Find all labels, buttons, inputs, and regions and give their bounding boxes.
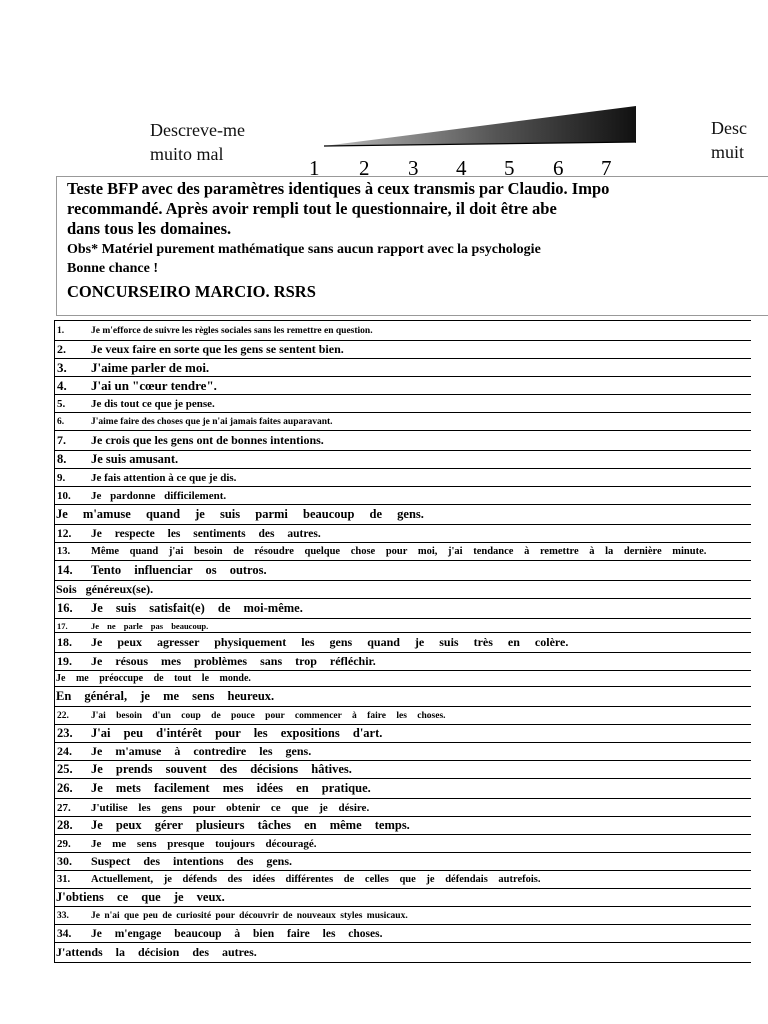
instructions-signature: CONCURSEIRO MARCIO. RSRS bbox=[67, 282, 316, 301]
question-row bbox=[55, 431, 751, 451]
question-number: 6. bbox=[57, 416, 65, 427]
question-number: 3. bbox=[57, 359, 67, 375]
question-number: 22. bbox=[57, 710, 69, 721]
question-text: J'aime parler de moi. bbox=[91, 359, 210, 375]
question-number: 34. bbox=[57, 927, 72, 940]
question-text: Je pardonne difficilement. bbox=[91, 489, 227, 502]
question-text: Je suis satisfait(e) de moi-même. bbox=[91, 601, 303, 615]
question-number: 23. bbox=[57, 726, 73, 740]
question-text: J'ai peu d'intérêt pour les expositions d'art. bbox=[91, 726, 383, 740]
question-row bbox=[55, 633, 751, 653]
question-number: 26. bbox=[57, 781, 73, 795]
question-number: 18. bbox=[57, 635, 72, 649]
question-text: Je ne parle pas beaucoup. bbox=[91, 620, 209, 631]
question-text: Je mets facilement mes idées en pratique. bbox=[91, 781, 371, 795]
scale-number-1: 1 bbox=[309, 156, 320, 180]
question-number: 28. bbox=[57, 818, 73, 832]
question-number: 1. bbox=[57, 325, 65, 336]
question-row bbox=[55, 395, 751, 413]
question-text: Je dis tout ce que je pense. bbox=[91, 397, 215, 410]
question-text: Je veux faire en sorte que les gens se sentent bien. bbox=[91, 342, 344, 356]
scale-number-5: 5 bbox=[504, 156, 515, 180]
question-row bbox=[55, 779, 751, 799]
question-text: Je suis amusant. bbox=[91, 452, 179, 466]
question-text: Actuellement, je défends des idées différentes de celles que je défendais autrefois. bbox=[91, 874, 541, 885]
instructions-note: Obs* Matériel purement mathématique sans aucun rapport avec la psychologie bbox=[67, 242, 541, 257]
scale-right-label-line1: Desc bbox=[711, 118, 747, 138]
question-text: Je résous mes problèmes sans trop réfléchir. bbox=[91, 654, 376, 668]
question-number: 8. bbox=[57, 452, 67, 466]
question-number: 29. bbox=[57, 837, 71, 850]
question-text: Je n'ai que peu de curiosité pour découvrir de nouveaux styles musicaux. bbox=[91, 910, 408, 921]
question-row bbox=[55, 761, 751, 779]
question-row bbox=[55, 543, 751, 561]
question-row bbox=[55, 653, 751, 671]
question-text: J'utilise les gens pour obtenir ce que je désire. bbox=[91, 801, 370, 814]
scale-left-label-line1: Descreve-me bbox=[150, 120, 245, 140]
question-row bbox=[55, 469, 751, 487]
scale-right-label-line2: muit bbox=[711, 142, 745, 162]
question-text: Je m'amuse à contredire les gens. bbox=[91, 744, 312, 758]
question-row bbox=[55, 413, 751, 431]
question-row bbox=[55, 799, 751, 817]
scale-wedge-graphic bbox=[322, 104, 640, 150]
question-number: 30. bbox=[57, 854, 72, 868]
question-row bbox=[55, 871, 751, 889]
question-row bbox=[55, 377, 751, 395]
question-text: J'obtiens ce que je veux. bbox=[56, 890, 225, 904]
question-number: 31. bbox=[57, 874, 71, 885]
question-text: Je peux agresser physiquement les gens quand je suis très en colère. bbox=[91, 635, 569, 649]
question-number: 7. bbox=[57, 433, 66, 447]
question-number: 27. bbox=[57, 801, 71, 814]
instructions-line-1: Teste BFP avec des paramètres identiques à ceux transmis par Claudio. Impo bbox=[67, 179, 610, 198]
scale-left-label-line2: muito mal bbox=[150, 144, 224, 164]
question-row bbox=[55, 505, 751, 525]
question-text: En général, je me sens heureux. bbox=[56, 689, 275, 703]
instructions-line-3: dans tous les domaines. bbox=[67, 219, 232, 238]
question-row bbox=[55, 599, 751, 619]
scale-number-2: 2 bbox=[359, 156, 370, 180]
question-text: J'attends la décision des autres. bbox=[56, 945, 257, 959]
scale-number-7: 7 bbox=[601, 156, 612, 180]
question-row bbox=[55, 707, 751, 725]
question-text: J'ai besoin d'un coup de pouce pour commencer à faire les choses. bbox=[91, 710, 446, 721]
question-text: Je peux gérer plusieurs tâches en même temps. bbox=[91, 818, 410, 832]
question-number: 9. bbox=[57, 471, 66, 484]
question-row bbox=[55, 619, 751, 633]
question-row bbox=[55, 671, 751, 687]
instructions-box bbox=[56, 176, 768, 316]
question-row bbox=[55, 943, 751, 963]
question-row bbox=[55, 835, 751, 853]
question-row bbox=[55, 687, 751, 707]
question-text: Je m'amuse quand je suis parmi beaucoup de gens. bbox=[56, 507, 424, 521]
question-number: 19. bbox=[57, 654, 72, 668]
question-row bbox=[55, 743, 751, 761]
question-text: Tento influenciar os outros. bbox=[91, 563, 267, 577]
question-text: Je m'efforce de suivre les règles sociales sans les remettre en question. bbox=[91, 325, 373, 336]
question-text: Je me préoccupe de tout le monde. bbox=[56, 673, 251, 684]
question-row bbox=[55, 581, 751, 599]
question-text: Je me sens presque toujours découragé. bbox=[91, 837, 317, 850]
question-text: Je m'engage beaucoup à bien faire les choses. bbox=[91, 927, 383, 940]
question-number: 24. bbox=[57, 744, 72, 758]
question-number: 2. bbox=[57, 342, 66, 356]
scale-number-4: 4 bbox=[456, 156, 467, 180]
scale-number-6: 6 bbox=[553, 156, 564, 180]
question-row bbox=[55, 925, 751, 943]
question-number: 33. bbox=[57, 910, 69, 921]
question-text: Sois généreux(se). bbox=[56, 582, 154, 596]
instructions-line-2: recommandé. Après avoir rempli tout le questionnaire, il doit être abe bbox=[67, 199, 557, 218]
question-number: 13. bbox=[57, 546, 71, 557]
question-number: 17. bbox=[57, 620, 68, 631]
question-row bbox=[55, 907, 751, 925]
question-row bbox=[55, 359, 751, 377]
question-row bbox=[55, 525, 751, 543]
question-text: J'ai un "cœur tendre". bbox=[91, 377, 217, 393]
question-row bbox=[55, 725, 751, 743]
question-number: 12. bbox=[57, 527, 72, 540]
question-row bbox=[55, 853, 751, 871]
question-text: J'aime faire des choses que je n'ai jamais faites auparavant. bbox=[91, 416, 333, 427]
question-text: Suspect des intentions des gens. bbox=[91, 854, 293, 868]
question-row bbox=[55, 451, 751, 469]
question-text: Même quand j'ai besoin de résoudre quelque chose pour moi, j'ai tendance à remettre à la dernière minute. bbox=[91, 546, 707, 557]
question-text: Je crois que les gens ont de bonnes intentions. bbox=[91, 433, 324, 447]
question-row bbox=[55, 561, 751, 581]
questions-table bbox=[54, 320, 751, 963]
rating-scale-header bbox=[0, 0, 768, 180]
instructions-good-luck: Bonne chance ! bbox=[67, 261, 158, 276]
question-row bbox=[55, 889, 751, 907]
question-number: 14. bbox=[57, 563, 73, 577]
question-text: Je fais attention à ce que je dis. bbox=[91, 471, 237, 484]
question-text: Je prends souvent des décisions hâtives. bbox=[91, 762, 352, 776]
question-number: 25. bbox=[57, 762, 73, 776]
question-number: 16. bbox=[57, 601, 73, 615]
question-row bbox=[55, 321, 751, 341]
question-text: Je respecte les sentiments des autres. bbox=[91, 527, 321, 540]
question-number: 4. bbox=[57, 377, 67, 393]
question-row bbox=[55, 487, 751, 505]
question-number: 5. bbox=[57, 397, 66, 410]
scale-number-3: 3 bbox=[408, 156, 419, 180]
question-row bbox=[55, 341, 751, 359]
question-number: 10. bbox=[57, 489, 71, 502]
question-row bbox=[55, 817, 751, 835]
